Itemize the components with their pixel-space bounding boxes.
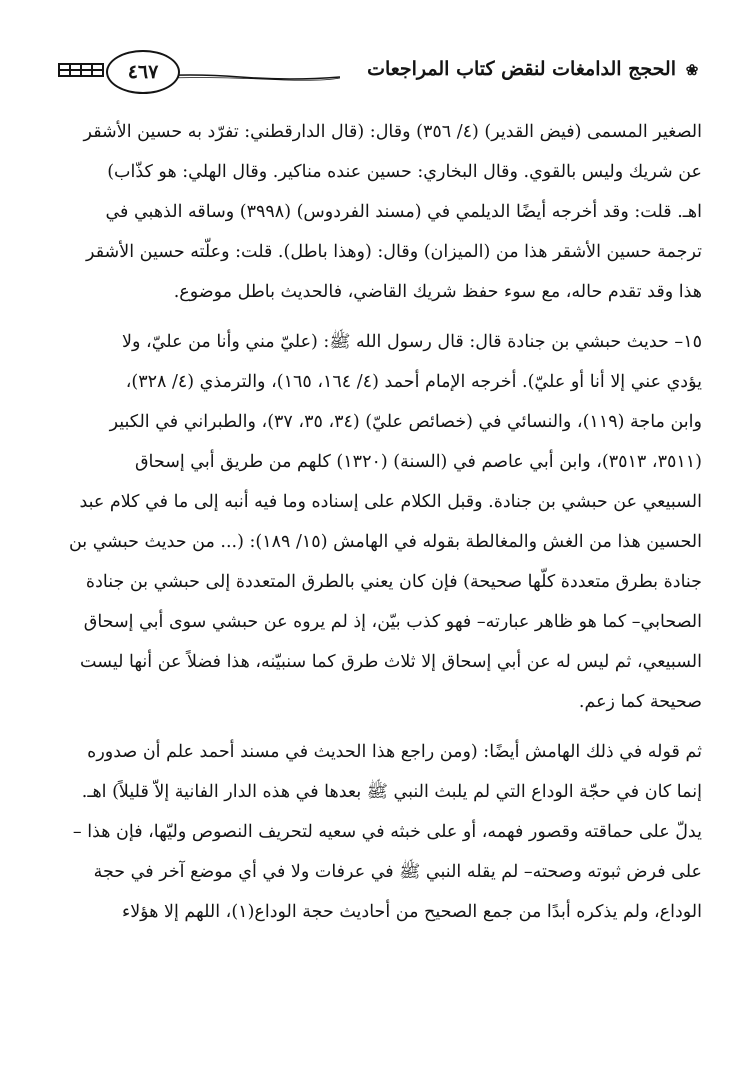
- text-line: صحيحة كما زعم.: [578, 692, 702, 712]
- paragraph: [60, 322, 702, 722]
- text-line: ١٥– حديث حبشي بن جنادة قال: قال رسول الله ﷺ: (عليّ مني وأنا من عليّ، ولا: [122, 332, 702, 352]
- text-line: يدلّ على حماقته وقصور فهمه، أو على خبثه في سعيه لتحريف النصوص وليّها، فإن هذا –: [72, 822, 702, 842]
- text-line: وابن ماجة (١١٩)، والنسائي في (خصائص عليّ) (٣٤، ٣٥، ٣٧)، والطبراني في الكبير: [109, 412, 702, 432]
- text-line: هذا وقد تقدم حاله، مع سوء حفظ شريك القاضي، فالحديث باطل موضوع.: [173, 282, 702, 302]
- paragraph: [60, 112, 702, 312]
- text-line: الصغير المسمى (فيض القدير) (٤/ ٣٥٦) وقال: (قال الدارقطني: تفرّد به حسين الأشقر: [83, 122, 702, 142]
- text-line: السبيعي عن حبشي بن جنادة. وقبل الكلام على إسناده وما فيه أنبه إلى ما في كلام عبد: [79, 492, 702, 512]
- page-header: [58, 44, 700, 96]
- text-line: عن شريك وليس بالقوي. وقال البخاري: حسين عنده مناكير. وقال الهلي: هو كذّاب): [107, 162, 702, 182]
- text-line: السبيعي، ثم ليس له عن أبي إسحاق إلا ثلاث طرق كما سنبيّنه، هذا فضلاً عن أنها ليست: [80, 652, 702, 672]
- text-line: ثم قوله في ذلك الهامش أيضًا: (ومن راجع هذا الحديث في مسند أحمد علم أن صدوره: [87, 742, 702, 762]
- text-line: جنادة بطرق متعددة كلّها صحيحة) فإن كان يعني بالطرق المتعددة إلى حبشي بن جنادة: [85, 572, 702, 592]
- text-line: الصحابي– كما هو ظاهر عبارته– فهو كذب بيّن، إذ لم يروه عن حبشي سوى أبي إسحاق: [83, 612, 702, 632]
- text-line: الحسين هذا من الغش والمغالطة بقوله في الهامش (١٥/ ١٨٩): (... من حديث حبشي بن: [68, 532, 702, 552]
- text-line: إنما كان في حجّة الوداع التي لم يلبث النبي ﷺ بعدها في هذه الدار الفانية إلاّ قليلاً) اهـ.: [81, 782, 702, 802]
- ornament-icon: [58, 61, 104, 79]
- page-number: ٤٦٧: [106, 50, 180, 94]
- text-line: يؤدي عني إلا أنا أو عليّ). أخرجه الإمام أحمد (٤/ ١٦٤، ١٦٥)، والترمذي (٤/ ٣٢٨)،: [125, 372, 702, 392]
- body-text: [60, 112, 702, 932]
- text-line: اهـ. قلت: وقد أخرجه أيضًا الديلمي في (مسند الفردوس) (٣٩٩٨) وساقه الذهبي في: [105, 202, 702, 222]
- text-line: ترجمة حسين الأشقر هذا من (الميزان) وقال: (وهذا باطل). قلت: وعلّته حسين الأشقر: [86, 242, 702, 262]
- paragraph: [60, 732, 702, 932]
- text-line: الوداع، ولم يذكره أبدًا من جمع الصحيح من أحاديث حجة الوداع(١)، اللهم إلا هؤلاء: [121, 902, 702, 922]
- running-title: الحجج الدامغات لنقض كتاب المراجعات: [367, 58, 676, 80]
- text-line: على فرض ثبوته وصحته– لم يقله النبي ﷺ في عرفات ولا في أي موضع آخر في حجة: [93, 862, 702, 882]
- flower-icon: ❀: [685, 61, 699, 79]
- text-line: (٣٥١١، ٣٥١٣)، وابن أبي عاصم في (السنة) (١٣٢٠) كلهم من طريق أبي إسحاق: [134, 452, 702, 472]
